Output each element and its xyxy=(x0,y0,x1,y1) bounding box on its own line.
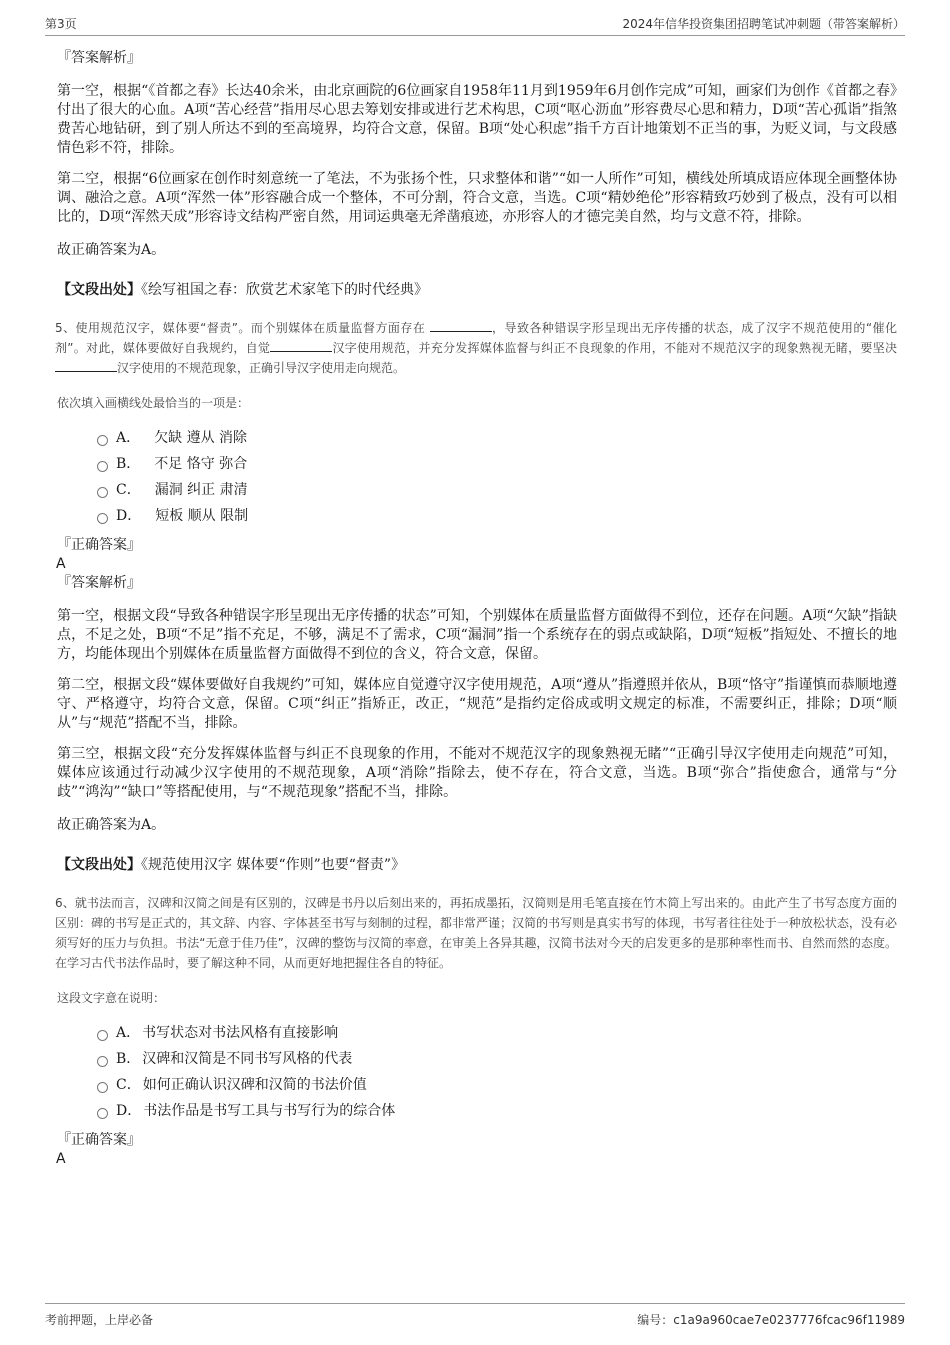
options-list xyxy=(97,425,897,529)
analysis-paragraph: 第一空，根据文段“导致各种错误字形呈现出无序传播的状态”可知，个别媒体在质量监督方面做得不到位，还存在问题。A项“欠缺”指缺点，不足之处，B项“不足”指不充足，不够，满足不了需求，C项“漏洞”指一个系统存在的弱点或缺陷，D项“短板”指短处、不擅长的地方，均能体现出个别媒体在质量监督方面做得不到位的含义，符合文意，保留。 xyxy=(57,608,897,662)
analysis-paragraph: 第二空，根据“6位画家在创作时刻意统一了笔法，不为张扬个性，只求整体和谐”“如一人所作”可知，横线处所填成语应体现全画整体协调、融洽之意。A项“浑然一体”形容融合成一个整体，不可分割，符合文意，当选。C项“精妙绝伦”形容精致巧妙到了极点，没有可以相比的，D项“浑然天成”形容诗文结构严密自然，用词运典毫无斧凿痕迹，亦形容人的才德完美自然，均与文意不符，排除。 xyxy=(57,171,897,225)
analysis-label: 『答案解析』 xyxy=(57,50,141,66)
radio-icon[interactable] xyxy=(97,461,108,472)
option-d[interactable]: D． 书法作品是书写工具与书写行为的综合体 xyxy=(97,1098,897,1124)
radio-icon[interactable] xyxy=(97,513,108,524)
option-d[interactable]: D． 短板 顺从 限制 xyxy=(97,503,897,529)
radio-icon[interactable] xyxy=(97,435,108,446)
blank-line xyxy=(55,359,117,372)
analysis-paragraph: 第一空，根据“《首都之春》长达40余米，由北京画院的6位画家自1958年11月到1959年6月创作完成”可知，画家们为创作《首都之春》付出了很大的心血。A项“苦心经营”指用尽心思去筹划安排或进行艺术构思，C项“呕心沥血”形容费尽心思和精力，D项“苦心孤诣”指煞费苦心地钻研，到了别人所达不到的至高境界，均符合文意，保留。B项“处心积虑”指千方百计地策划不正当的事，为贬义词，与文段感情色彩不符，排除。 xyxy=(57,83,897,156)
page-footer xyxy=(45,1303,905,1326)
analysis-paragraph: 第二空，根据文段“媒体要做好自我规约”可知，媒体应自觉遵守汉字使用规范，A项“遵从”指遵照并依从，B项“恪守”指谨慎而恭顺地遵守、严格遵守，均符合文意，保留。C项“纠正”指矫正，改正，“规范”是指约定俗成或明文规定的标准，不需要纠正，排除；D项“顺从”与“规范”搭配不当，排除。 xyxy=(57,677,897,731)
blank-line xyxy=(430,319,492,332)
source-line xyxy=(57,855,897,875)
question-stem: 6、就书法而言，汉碑和汉简之间是有区别的，汉碑是书丹以后刻出来的，再拓成墨拓，汉简则是用毛笔直接在竹木简上写出来的。由此产生了书写态度方面的区别：碑的书写是正式的，其文辞、内容、字体甚至书写与刻制的过程，都非常严谨；汉简的书写则是真实书写的体现，书写者往往处于一种放松状态，没有必须写好的压力与负担。书法“无意于佳乃佳”，汉碑的整饬与汉简的率意，在审美上各异其趣，汉简书法对今天的启发更多的是那种率性而书、自然而然的态度。在学习古代书法作品时，要了解这种不同，从而更好地把握住各自的特征。 xyxy=(55,896,897,970)
answer-label: 『正确答案』 xyxy=(57,1132,141,1148)
source-label: 【文段出处】 xyxy=(57,282,141,298)
question-prompt: 依次填入画横线处最恰当的一项是： xyxy=(57,396,250,410)
option-b[interactable]: B． 不足 恪守 弥合 xyxy=(97,451,897,477)
option-a[interactable]: A． 欠缺 遵从 消除 xyxy=(97,425,897,451)
radio-icon[interactable] xyxy=(97,1108,108,1119)
footer-slogan: 考前押题，上岸必备 xyxy=(45,1313,154,1327)
source-title: 《绘写祖国之春：欣赏艺术家笔下的时代经典》 xyxy=(141,282,428,298)
question-prompt: 这段文字意在说明： xyxy=(57,991,166,1005)
analysis-conclusion: 故正确答案为A。 xyxy=(57,817,166,833)
analysis-label: 『答案解析』 xyxy=(57,575,141,591)
radio-icon[interactable] xyxy=(97,1030,108,1041)
source-label: 【文段出处】 xyxy=(57,857,141,873)
answer-value: A xyxy=(56,556,66,572)
document-title: 2024年信华投资集团招聘笔试冲刺题（带答案解析） xyxy=(622,17,905,31)
option-a[interactable]: A． 书写状态对书法风格有直接影响 xyxy=(97,1020,897,1046)
question-stem: 5、使用规范汉字，媒体要“督责”。而个别媒体在质量监督方面存在 ，导致各种错误字形呈现出无序传播的状态，成了汉字不规范使用的“催化剂”。对此，媒体要做好自我规约，自觉 汉字使用规范，并充分发挥媒体监督与纠正不良现象的作用，不能对不规范汉字的现象熟视无睹，要坚决汉字使用的不规范现象，正确引导汉字使用走向规范。 xyxy=(55,321,897,375)
options-list xyxy=(97,1020,897,1124)
radio-icon[interactable] xyxy=(97,1056,108,1067)
answer-label: 『正确答案』 xyxy=(57,537,141,553)
analysis-conclusion: 故正确答案为A。 xyxy=(57,242,166,258)
answer-value: A xyxy=(56,1151,66,1167)
option-c[interactable]: C． 漏洞 纠正 肃清 xyxy=(97,477,897,503)
page-header xyxy=(45,13,905,36)
page-number: 第3页 xyxy=(45,17,77,31)
option-b[interactable]: B． 汉碑和汉简是不同书写风格的代表 xyxy=(97,1046,897,1072)
blank-line xyxy=(270,339,332,352)
radio-icon[interactable] xyxy=(97,487,108,498)
radio-icon[interactable] xyxy=(97,1082,108,1093)
analysis-paragraph: 第三空，根据文段“充分发挥媒体监督与纠正不良现象的作用，不能对不规范汉字的现象熟视无睹”“正确引导汉字使用走向规范”可知，媒体应该通过行动减少汉字使用的不规范现象，A项“消除”指除去，使不存在，符合文意，当选。B项“弥合”指使愈合，通常与“分歧”“鸿沟”“缺口”等搭配使用，与“不规范现象”搭配不当，排除。 xyxy=(57,746,897,800)
option-c[interactable]: C． 如何正确认识汉碑和汉简的书法价值 xyxy=(97,1072,897,1098)
page-content xyxy=(57,48,897,1168)
document-id: 编号：c1a9a960cae7e0237776fcac96f11989 xyxy=(637,1313,905,1327)
source-line xyxy=(57,280,897,300)
source-title: 《规范使用汉字 媒体要“作则”也要“督责”》 xyxy=(141,857,406,873)
